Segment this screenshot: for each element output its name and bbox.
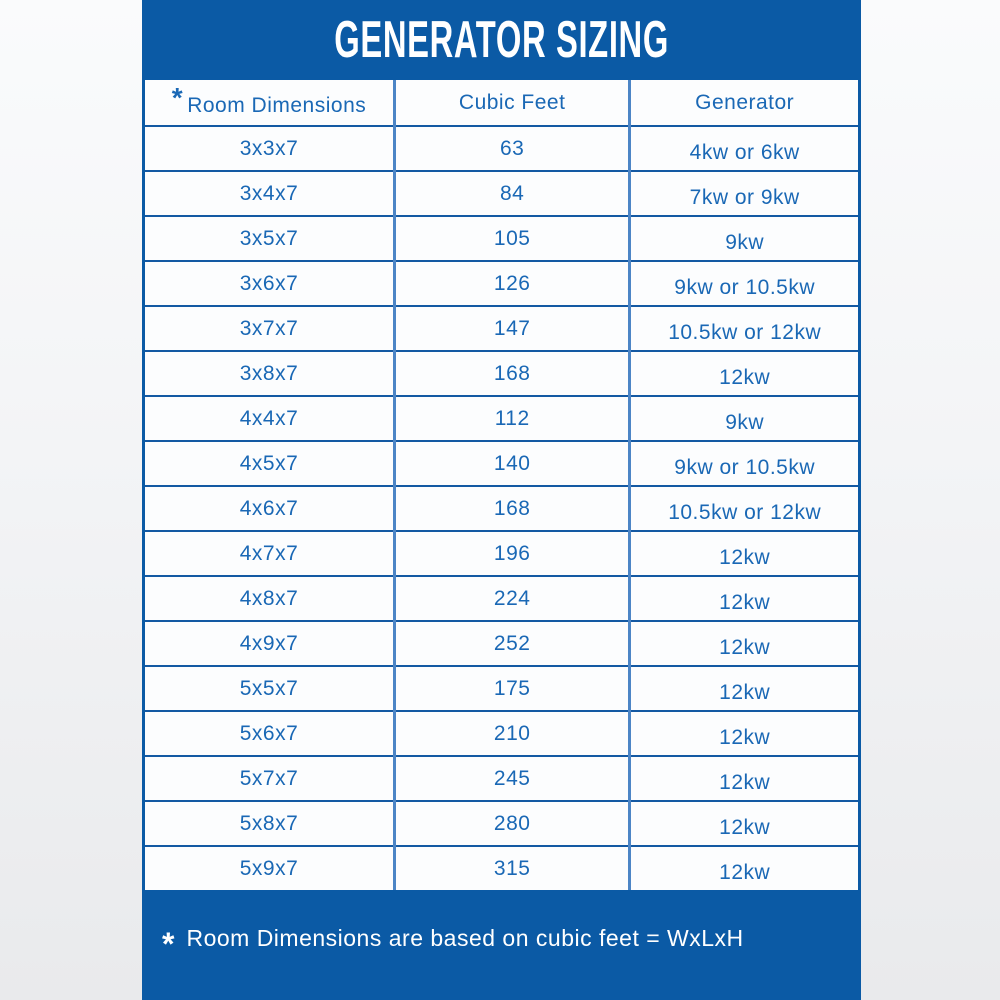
cell-cubic-feet: 252 [395, 621, 630, 666]
table-row [145, 216, 858, 261]
table-row [145, 756, 858, 801]
cell-generator: 12kw [630, 846, 858, 890]
header-room-dimensions-label: Room Dimensions [187, 93, 367, 117]
cell-room-dimensions: 5x6x7 [145, 711, 395, 756]
cell-room-dimensions: 4x4x7 [145, 396, 395, 441]
cell-room-dimensions: 3x6x7 [145, 261, 395, 306]
cell-room-dimensions: 4x7x7 [145, 531, 395, 576]
cell-cubic-feet: 196 [395, 531, 630, 576]
cell-cubic-feet: 280 [395, 801, 630, 846]
cell-generator: 9kw [630, 396, 858, 441]
cell-cubic-feet: 126 [395, 261, 630, 306]
cell-room-dimensions: 3x3x7 [145, 126, 395, 171]
header-room-dimensions [145, 80, 395, 126]
cell-cubic-feet: 210 [395, 711, 630, 756]
table-row [145, 306, 858, 351]
cell-generator: 12kw [630, 621, 858, 666]
generator-sizing-table [145, 80, 858, 890]
table-row [145, 531, 858, 576]
table-row [145, 171, 858, 216]
header-generator: Generator [630, 80, 858, 126]
cell-cubic-feet: 315 [395, 846, 630, 890]
cell-cubic-feet: 175 [395, 666, 630, 711]
cell-room-dimensions: 5x5x7 [145, 666, 395, 711]
cell-generator: 9kw or 10.5kw [630, 261, 858, 306]
cell-generator: 12kw [630, 711, 858, 756]
cell-room-dimensions: 3x8x7 [145, 351, 395, 396]
table-row [145, 576, 858, 621]
table-row [145, 351, 858, 396]
cell-cubic-feet: 63 [395, 126, 630, 171]
title-band [142, 0, 861, 80]
table-header-row [145, 80, 858, 126]
cell-cubic-feet: 245 [395, 756, 630, 801]
footnote: * Room Dimensions are based on cubic feet = WxLxH [162, 924, 744, 962]
cell-generator: 9kw or 10.5kw [630, 441, 858, 486]
cell-generator: 12kw [630, 576, 858, 621]
cell-room-dimensions: 3x4x7 [145, 171, 395, 216]
table-wrap [142, 80, 861, 890]
cell-generator: 10.5kw or 12kw [630, 486, 858, 531]
cell-cubic-feet: 168 [395, 486, 630, 531]
cell-generator: 7kw or 9kw [630, 171, 858, 216]
cell-cubic-feet: 105 [395, 216, 630, 261]
header-cubic-feet: Cubic Feet [395, 80, 630, 126]
page-title: GENERATOR SIZING [334, 11, 669, 69]
cell-generator: 12kw [630, 756, 858, 801]
cell-room-dimensions: 4x9x7 [145, 621, 395, 666]
cell-cubic-feet: 168 [395, 351, 630, 396]
cell-room-dimensions: 5x7x7 [145, 756, 395, 801]
cell-room-dimensions: 4x8x7 [145, 576, 395, 621]
table-row [145, 441, 858, 486]
cell-generator: 12kw [630, 351, 858, 396]
table-row [145, 396, 858, 441]
cell-generator: 12kw [630, 666, 858, 711]
table-row [145, 261, 858, 306]
generator-sizing-panel [142, 0, 861, 1000]
cell-cubic-feet: 224 [395, 576, 630, 621]
table-row [145, 711, 858, 756]
cell-cubic-feet: 84 [395, 171, 630, 216]
cell-generator: 10.5kw or 12kw [630, 306, 858, 351]
asterisk-mark: * [171, 81, 184, 113]
cell-room-dimensions: 4x5x7 [145, 441, 395, 486]
cell-room-dimensions: 3x5x7 [145, 216, 395, 261]
cell-cubic-feet: 140 [395, 441, 630, 486]
table-row [145, 621, 858, 666]
cell-room-dimensions: 3x7x7 [145, 306, 395, 351]
table-row [145, 486, 858, 531]
cell-cubic-feet: 112 [395, 396, 630, 441]
cell-generator: 12kw [630, 531, 858, 576]
table-row [145, 126, 858, 171]
cell-room-dimensions: 4x6x7 [145, 486, 395, 531]
cell-generator: 9kw [630, 216, 858, 261]
cell-generator: 12kw [630, 801, 858, 846]
table-body [145, 126, 858, 890]
table-row [145, 666, 858, 711]
cell-cubic-feet: 147 [395, 306, 630, 351]
cell-generator: 4kw or 6kw [630, 126, 858, 171]
cell-room-dimensions: 5x8x7 [145, 801, 395, 846]
footnote-text: Room Dimensions are based on cubic feet = WxLxH [186, 924, 744, 951]
table-row [145, 801, 858, 846]
cell-room-dimensions: 5x9x7 [145, 846, 395, 890]
table-row [145, 846, 858, 890]
